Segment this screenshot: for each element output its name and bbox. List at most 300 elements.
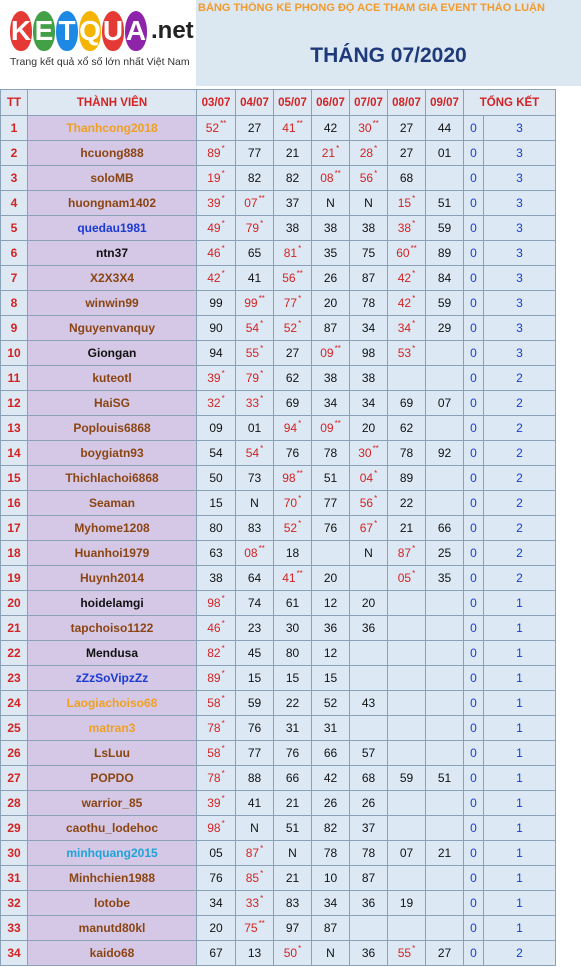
row-number: 31 <box>1 866 28 891</box>
header-row <box>1 90 556 116</box>
table-row <box>1 116 556 141</box>
member-name[interactable]: Mendusa <box>28 641 197 666</box>
total-count: 3 <box>484 191 556 216</box>
total-count: 3 <box>484 241 556 266</box>
member-name[interactable]: ntn37 <box>28 241 197 266</box>
total-count: 3 <box>484 141 556 166</box>
score-cell: 18 <box>274 541 312 566</box>
row-number: 27 <box>1 766 28 791</box>
total-count: 1 <box>484 591 556 616</box>
member-name[interactable]: matran3 <box>28 716 197 741</box>
row-number: 5 <box>1 216 28 241</box>
score-cell: 27 <box>388 141 426 166</box>
zero-count: 0 <box>464 616 484 641</box>
score-cell: 56* <box>350 491 388 516</box>
member-name[interactable]: Laogiachoiso68 <box>28 691 197 716</box>
score-cell: 74 <box>236 591 274 616</box>
member-name[interactable]: kaido68 <box>28 941 197 966</box>
member-name[interactable]: manutd80kl <box>28 916 197 941</box>
score-cell: 33* <box>236 891 274 916</box>
member-name[interactable]: minhquang2015 <box>28 841 197 866</box>
member-name[interactable]: kuteotl <box>28 366 197 391</box>
zero-count: 0 <box>464 191 484 216</box>
score-cell <box>388 741 426 766</box>
score-cell: 32* <box>197 391 236 416</box>
member-name[interactable]: lotobe <box>28 891 197 916</box>
total-count: 2 <box>484 441 556 466</box>
score-cell: 09 <box>197 416 236 441</box>
table-row <box>1 616 556 641</box>
score-cell: 35 <box>312 241 350 266</box>
total-count: 1 <box>484 741 556 766</box>
score-cell: 42* <box>388 291 426 316</box>
member-name[interactable]: warrior_85 <box>28 791 197 816</box>
total-count: 2 <box>484 541 556 566</box>
score-cell: 41** <box>274 566 312 591</box>
score-cell: 76 <box>274 741 312 766</box>
score-cell: 10 <box>312 866 350 891</box>
col-date: 03/07 <box>197 90 236 116</box>
score-cell: 69 <box>274 391 312 416</box>
score-cell: 83 <box>236 516 274 541</box>
member-name[interactable]: Seaman <box>28 491 197 516</box>
member-name[interactable]: Minhchien1988 <box>28 866 197 891</box>
member-name[interactable]: caothu_lodehoc <box>28 816 197 841</box>
table-row <box>1 191 556 216</box>
score-cell: 41 <box>236 791 274 816</box>
score-cell: 55* <box>388 941 426 966</box>
score-cell: 36 <box>350 616 388 641</box>
score-cell <box>426 341 464 366</box>
score-cell: 42* <box>197 266 236 291</box>
score-cell: 38 <box>197 566 236 591</box>
month-title: THÁNG 07/2020 <box>310 44 467 67</box>
score-cell: 41 <box>236 266 274 291</box>
score-cell: 15* <box>388 191 426 216</box>
zero-count: 0 <box>464 241 484 266</box>
table-row <box>1 166 556 191</box>
total-count: 3 <box>484 316 556 341</box>
table-row <box>1 341 556 366</box>
member-name[interactable]: Nguyenvanquy <box>28 316 197 341</box>
total-count: 1 <box>484 791 556 816</box>
score-cell: 34* <box>388 316 426 341</box>
score-cell: 26 <box>312 791 350 816</box>
logo-letter: Q <box>79 11 101 51</box>
table-row <box>1 516 556 541</box>
score-cell: 77 <box>236 141 274 166</box>
score-cell: 64 <box>236 566 274 591</box>
score-cell: 08** <box>236 541 274 566</box>
score-cell <box>426 166 464 191</box>
score-cell <box>350 916 388 941</box>
score-cell: 68 <box>350 766 388 791</box>
table-row <box>1 841 556 866</box>
score-cell: 37 <box>274 191 312 216</box>
score-cell: 19 <box>388 891 426 916</box>
score-cell: 51 <box>274 816 312 841</box>
score-cell: 01 <box>236 416 274 441</box>
score-cell <box>426 916 464 941</box>
score-cell: 84 <box>426 266 464 291</box>
row-number: 14 <box>1 441 28 466</box>
score-cell: 50* <box>274 941 312 966</box>
score-cell: 42 <box>312 766 350 791</box>
zero-count: 0 <box>464 716 484 741</box>
row-number: 23 <box>1 666 28 691</box>
score-cell: 67* <box>350 516 388 541</box>
score-cell <box>426 816 464 841</box>
score-cell: 59 <box>236 691 274 716</box>
total-count: 1 <box>484 816 556 841</box>
member-name[interactable]: quedau1981 <box>28 216 197 241</box>
score-cell: 15 <box>274 666 312 691</box>
score-cell <box>426 491 464 516</box>
score-cell: 20 <box>312 291 350 316</box>
score-cell: 60** <box>388 241 426 266</box>
score-cell: 39* <box>197 366 236 391</box>
logo-letter: T <box>56 11 78 51</box>
col-date: 05/07 <box>274 90 312 116</box>
table-row <box>1 366 556 391</box>
score-cell: 87 <box>312 916 350 941</box>
total-count: 1 <box>484 766 556 791</box>
score-cell: N <box>312 191 350 216</box>
member-name[interactable]: zZzSoVipzZz <box>28 666 197 691</box>
zero-count: 0 <box>464 416 484 441</box>
member-name[interactable]: POPDO <box>28 766 197 791</box>
total-count: 1 <box>484 666 556 691</box>
score-cell: 99 <box>197 291 236 316</box>
zero-count: 0 <box>464 166 484 191</box>
row-number: 7 <box>1 266 28 291</box>
score-cell <box>388 716 426 741</box>
member-name[interactable]: HaiSG <box>28 391 197 416</box>
member-name[interactable]: Thichlachoi6868 <box>28 466 197 491</box>
zero-count: 0 <box>464 266 484 291</box>
score-cell: 31 <box>312 716 350 741</box>
score-cell <box>388 616 426 641</box>
score-cell <box>388 691 426 716</box>
score-cell: 21 <box>274 141 312 166</box>
row-number: 34 <box>1 941 28 966</box>
total-count: 1 <box>484 841 556 866</box>
table-row <box>1 666 556 691</box>
score-cell: 98* <box>197 816 236 841</box>
score-cell: 83 <box>274 891 312 916</box>
table-row <box>1 816 556 841</box>
score-cell <box>388 666 426 691</box>
score-cell: 66 <box>274 766 312 791</box>
score-cell: 62 <box>388 416 426 441</box>
zero-count: 0 <box>464 391 484 416</box>
score-cell: 34 <box>312 891 350 916</box>
score-cell: 56** <box>274 266 312 291</box>
member-name[interactable]: Huanhoi1979 <box>28 541 197 566</box>
score-cell: 30** <box>350 441 388 466</box>
member-name[interactable]: hoidelamgi <box>28 591 197 616</box>
score-cell: 36 <box>350 941 388 966</box>
table-row <box>1 791 556 816</box>
zero-count: 0 <box>464 916 484 941</box>
table-row <box>1 216 556 241</box>
score-cell: 59 <box>388 766 426 791</box>
score-cell: 20 <box>350 416 388 441</box>
score-cell: 01 <box>426 141 464 166</box>
row-number: 9 <box>1 316 28 341</box>
zero-count: 0 <box>464 841 484 866</box>
total-count: 2 <box>484 566 556 591</box>
member-name[interactable]: Giongan <box>28 341 197 366</box>
score-cell: 76 <box>312 516 350 541</box>
table-row <box>1 441 556 466</box>
score-cell: 52* <box>274 516 312 541</box>
score-cell: 78 <box>312 841 350 866</box>
score-cell: 04* <box>350 466 388 491</box>
score-cell <box>426 641 464 666</box>
score-cell: 62 <box>274 366 312 391</box>
score-cell: 07 <box>426 391 464 416</box>
score-cell: 94 <box>197 341 236 366</box>
score-cell: 58* <box>197 691 236 716</box>
score-cell: 26 <box>312 266 350 291</box>
score-cell <box>426 716 464 741</box>
row-number: 26 <box>1 741 28 766</box>
score-cell: 90 <box>197 316 236 341</box>
score-cell: 46* <box>197 616 236 641</box>
total-count: 1 <box>484 641 556 666</box>
score-cell: 30 <box>274 616 312 641</box>
score-cell: 38 <box>312 216 350 241</box>
row-number: 6 <box>1 241 28 266</box>
row-number: 22 <box>1 641 28 666</box>
table-row <box>1 891 556 916</box>
score-cell: N <box>236 816 274 841</box>
score-cell: 87 <box>350 866 388 891</box>
member-name[interactable]: huongnam1402 <box>28 191 197 216</box>
row-number: 2 <box>1 141 28 166</box>
score-cell: 05 <box>197 841 236 866</box>
score-cell: 81* <box>274 241 312 266</box>
zero-count: 0 <box>464 116 484 141</box>
score-cell <box>426 466 464 491</box>
score-cell: 28* <box>350 141 388 166</box>
member-name[interactable]: Thanhcong2018 <box>28 116 197 141</box>
zero-count: 0 <box>464 441 484 466</box>
logo-letter: U <box>102 11 124 51</box>
score-cell: 55* <box>236 341 274 366</box>
zero-count: 0 <box>464 466 484 491</box>
col-member: THÀNH VIÊN <box>28 90 197 116</box>
score-cell <box>350 666 388 691</box>
score-cell: 38* <box>388 216 426 241</box>
score-cell: 87* <box>388 541 426 566</box>
score-cell: 43 <box>350 691 388 716</box>
member-name[interactable]: LsLuu <box>28 741 197 766</box>
row-number: 10 <box>1 341 28 366</box>
table-row <box>1 266 556 291</box>
score-cell: N <box>350 191 388 216</box>
score-cell: 73 <box>236 466 274 491</box>
score-cell: 37 <box>350 816 388 841</box>
score-cell: 19* <box>197 166 236 191</box>
score-cell: N <box>350 541 388 566</box>
score-cell: 87* <box>236 841 274 866</box>
col-date: 08/07 <box>388 90 426 116</box>
zero-count: 0 <box>464 691 484 716</box>
score-cell: 38 <box>312 366 350 391</box>
score-cell: 52 <box>312 691 350 716</box>
zero-count: 0 <box>464 566 484 591</box>
member-name[interactable]: Poplouis6868 <box>28 416 197 441</box>
total-count: 2 <box>484 516 556 541</box>
score-cell: 76 <box>236 716 274 741</box>
score-cell: 98** <box>274 466 312 491</box>
zero-count: 0 <box>464 541 484 566</box>
score-cell: 82 <box>236 166 274 191</box>
score-cell: 88 <box>236 766 274 791</box>
total-count: 1 <box>484 716 556 741</box>
score-cell: 58* <box>197 741 236 766</box>
total-count: 2 <box>484 416 556 441</box>
table-row <box>1 291 556 316</box>
table-row <box>1 466 556 491</box>
member-name[interactable]: Myhome1208 <box>28 516 197 541</box>
score-cell: 21 <box>388 516 426 541</box>
member-name[interactable]: winwin99 <box>28 291 197 316</box>
score-cell: 27 <box>426 941 464 966</box>
table-row <box>1 416 556 441</box>
row-number: 20 <box>1 591 28 616</box>
total-count: 3 <box>484 266 556 291</box>
score-cell: 22 <box>388 491 426 516</box>
row-number: 17 <box>1 516 28 541</box>
score-cell: 54* <box>236 441 274 466</box>
score-cell: 26 <box>350 791 388 816</box>
score-cell: 21 <box>426 841 464 866</box>
total-count: 3 <box>484 166 556 191</box>
score-cell: 67 <box>197 941 236 966</box>
col-date: 07/07 <box>350 90 388 116</box>
score-cell: 38 <box>350 216 388 241</box>
score-cell: 50 <box>197 466 236 491</box>
score-cell: 30** <box>350 116 388 141</box>
zero-count: 0 <box>464 341 484 366</box>
member-name[interactable]: hcuong888 <box>28 141 197 166</box>
score-cell <box>350 641 388 666</box>
score-cell: 94* <box>274 416 312 441</box>
row-number: 30 <box>1 841 28 866</box>
score-cell: 20 <box>312 566 350 591</box>
score-cell: 34 <box>312 391 350 416</box>
score-cell: 34 <box>197 891 236 916</box>
row-number: 11 <box>1 366 28 391</box>
score-cell: 20 <box>197 916 236 941</box>
score-cell: 76 <box>274 441 312 466</box>
total-count: 2 <box>484 391 556 416</box>
row-number: 1 <box>1 116 28 141</box>
score-cell <box>388 791 426 816</box>
score-cell: 89 <box>388 466 426 491</box>
report-title: BẢNG THỐNG KÊ PHONG ĐỘ ACE THAM GIA EVENT THẢO LUẬN <box>198 2 545 14</box>
score-cell: 65 <box>236 241 274 266</box>
score-cell: 79* <box>236 366 274 391</box>
member-name[interactable]: boygiatn93 <box>28 441 197 466</box>
row-number: 13 <box>1 416 28 441</box>
score-cell <box>426 741 464 766</box>
score-cell: 38 <box>274 216 312 241</box>
table-row <box>1 566 556 591</box>
score-cell: 21 <box>274 866 312 891</box>
total-count: 1 <box>484 866 556 891</box>
score-cell: 51 <box>426 766 464 791</box>
row-number: 8 <box>1 291 28 316</box>
score-cell: 98 <box>350 341 388 366</box>
score-cell: 42 <box>312 116 350 141</box>
score-cell: N <box>274 841 312 866</box>
col-date: 06/07 <box>312 90 350 116</box>
zero-count: 0 <box>464 891 484 916</box>
score-cell: 51 <box>426 191 464 216</box>
score-cell: 35 <box>426 566 464 591</box>
score-cell: 82 <box>312 816 350 841</box>
score-cell: 78 <box>350 291 388 316</box>
score-cell: 12 <box>312 591 350 616</box>
logo-wordmark <box>10 8 194 54</box>
score-cell: 87 <box>312 316 350 341</box>
score-cell: 13 <box>236 941 274 966</box>
score-cell: 42* <box>388 266 426 291</box>
stats-table <box>0 89 556 966</box>
score-cell: 31 <box>274 716 312 741</box>
table-row <box>1 766 556 791</box>
zero-count: 0 <box>464 766 484 791</box>
score-cell: 98* <box>197 591 236 616</box>
score-cell: 27 <box>388 116 426 141</box>
score-cell: 59 <box>426 216 464 241</box>
score-cell: 15 <box>197 491 236 516</box>
member-name[interactable]: tapchoiso1122 <box>28 616 197 641</box>
site-logo[interactable] <box>0 0 195 86</box>
total-count: 3 <box>484 116 556 141</box>
score-cell: 36 <box>312 616 350 641</box>
table-row <box>1 141 556 166</box>
score-cell: 45 <box>236 641 274 666</box>
score-cell: 09** <box>312 416 350 441</box>
member-name[interactable]: X2X3X4 <box>28 266 197 291</box>
score-cell: 87 <box>350 266 388 291</box>
score-cell <box>388 866 426 891</box>
score-cell: 52* <box>274 316 312 341</box>
table-row <box>1 641 556 666</box>
total-count: 2 <box>484 366 556 391</box>
score-cell: 85* <box>236 866 274 891</box>
total-count: 1 <box>484 616 556 641</box>
logo-suffix: .net <box>151 17 194 44</box>
score-cell: 08** <box>312 166 350 191</box>
score-cell: 49* <box>197 216 236 241</box>
table-row <box>1 741 556 766</box>
score-cell: 05* <box>388 566 426 591</box>
score-cell: 39* <box>197 791 236 816</box>
zero-count: 0 <box>464 291 484 316</box>
score-cell: 89* <box>197 666 236 691</box>
table-body <box>1 116 556 966</box>
score-cell: 99** <box>236 291 274 316</box>
member-name[interactable]: soloMB <box>28 166 197 191</box>
member-name[interactable]: Huynh2014 <box>28 566 197 591</box>
score-cell <box>350 716 388 741</box>
